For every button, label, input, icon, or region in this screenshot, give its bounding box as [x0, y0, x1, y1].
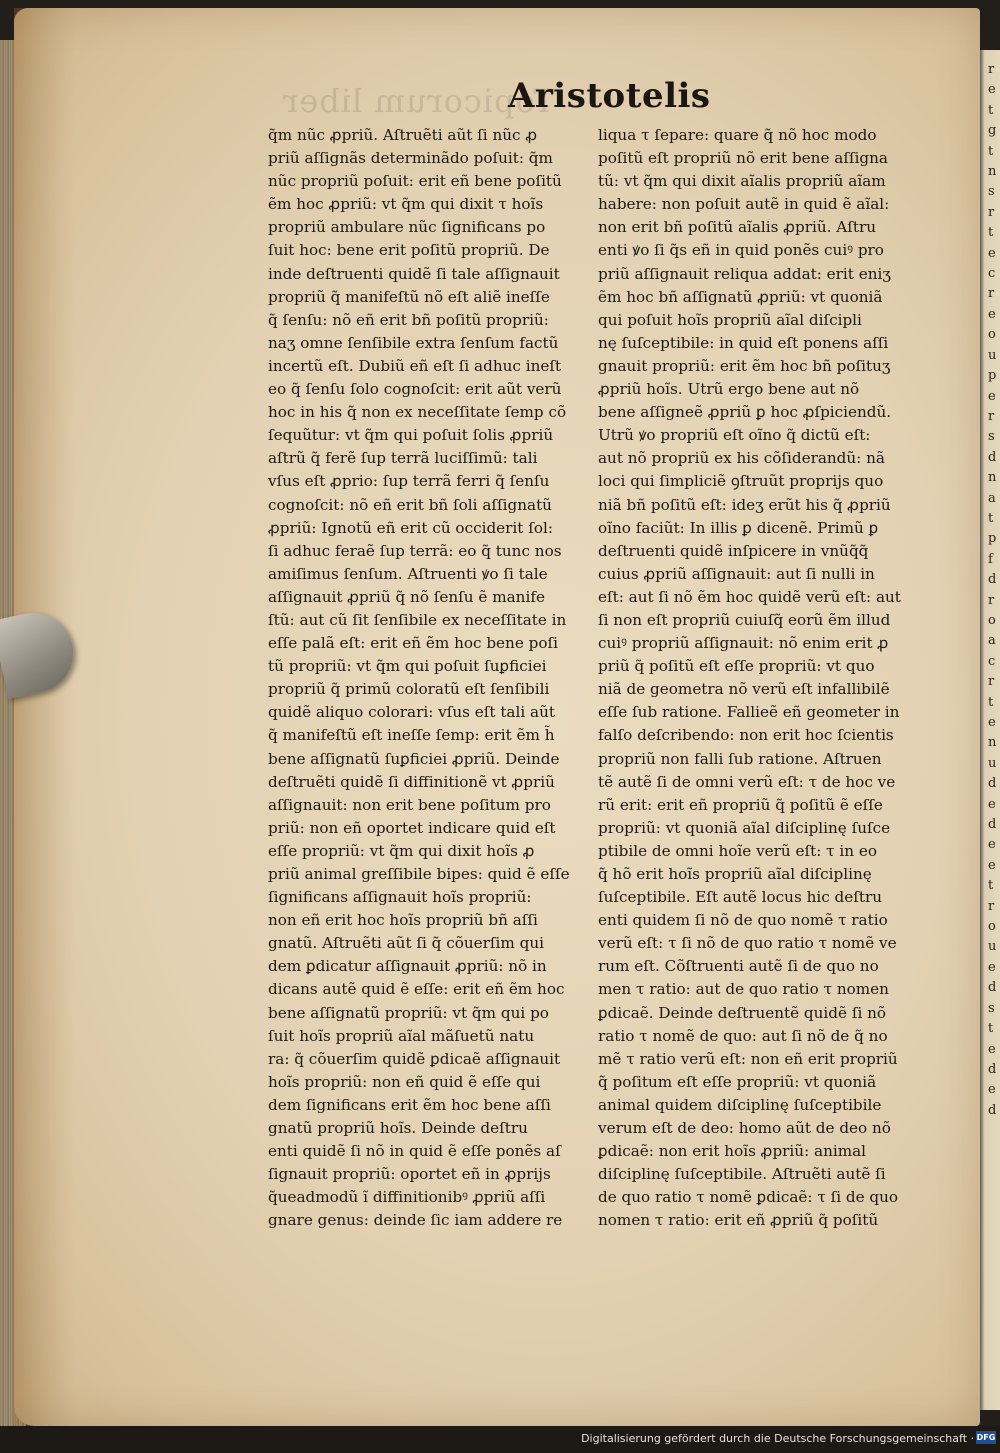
facing-page-fragment: f [988, 551, 993, 567]
right-column-line: eſſe ſub ratione. Fallieẽ eñ geometer in [598, 703, 900, 722]
right-column-line: mẽ τ ratio verũ eſt: non eñ erit propriũ [598, 1049, 898, 1068]
facing-page-fragment: s [988, 1000, 995, 1016]
right-column-line: verũ eſt: τ ſi nõ de quo ratio τ nomẽ ve [598, 934, 897, 953]
right-column-line: falſo deſcribendo: non erit hoc ſcientis [598, 726, 894, 745]
right-column-line: habere: non poſuit autẽ in quid ẽ aĩal: [598, 195, 890, 214]
facing-page-fragment: n [988, 470, 997, 486]
left-column-line: incertũ eſt. Dubiũ eñ eſt ſi adhuc ineſt [268, 356, 562, 375]
left-column-line: q̃ manifeſtũ eſt ineſſe ſemp: erit ẽm h̃ [268, 726, 555, 745]
running-head: Aristotelis [508, 76, 711, 116]
show-through-header: Topicorum liber [282, 82, 555, 120]
right-column-line: aut nõ propriũ ex his cõſiderandũ: nã [598, 449, 885, 468]
right-column-line: poſitũ eſt propriũ nõ erit bene aſſigna [598, 149, 888, 168]
facing-page-fragment: r [988, 898, 995, 914]
right-column-line: verum eſt de deo: homo aũt de deo nõ [598, 1119, 891, 1138]
left-column-line: naʒ omne ſenſibile extra ſenſum factũ [268, 333, 559, 352]
left-column-line: q̃ueadmodũ ĩ diffinitionibꝰ ꝓpriũ aſſi [268, 1188, 546, 1207]
facing-page-fragment: t [988, 102, 994, 118]
facing-page-fragment: d [988, 817, 997, 833]
left-column-line: ẽm hoc ꝓpriũ: vt q̃m qui dixit τ hoĩs [268, 195, 544, 214]
facing-page-fragment: e [988, 245, 996, 261]
facing-page-fragment: r [988, 592, 995, 608]
left-column-line: aſſignauit: non erit bene poſitum pro [268, 795, 551, 814]
facing-page-fragment: o [988, 327, 996, 343]
left-column-line: inde deſtruenti quidẽ ſi tale aſſignauit [268, 264, 560, 283]
facing-page-fragment: r [988, 286, 995, 302]
right-column-line: de quo ratio τ nomẽ ꝑdicaẽ: τ ſi de quo [598, 1188, 899, 1207]
left-column-line: gnatũ propriũ hoĩs. Deinde deſtru [268, 1119, 528, 1138]
facing-page-fragment: t [988, 878, 994, 894]
facing-page-fragment: u [988, 347, 997, 363]
left-column-line: ſuit hoĩs propriũ aĩal mãſuetũ natu [268, 1026, 535, 1045]
right-column-line: propriũ non falli ſub ratione. Aſtruen [598, 749, 882, 768]
facing-page-fragment: e [988, 959, 996, 975]
digitization-credit: Digitalisierung gefördert durch die Deutsche Forschungsgemeinschaft · [581, 1432, 974, 1445]
facing-page-fragment: d [988, 1102, 997, 1118]
facing-page-fragment: e [988, 857, 996, 873]
right-column-line: rũ erit: erit eñ propriũ q̃ poſitũ ẽ eſſe [598, 795, 883, 814]
right-column-line: ẽm hoc bñ aſſignatũ ꝓpriũ: vt quoniã [598, 287, 883, 306]
right-column-line: propriũ: vt quoniã aĩal diſciplinę ſuſce [598, 818, 891, 837]
left-column-line: gnatũ. Aſtruẽti aũt ſi q̃ cõuerſim qui [268, 934, 544, 953]
right-column-line: niã de geometra nõ verũ eſt infallibilẽ [598, 680, 890, 699]
right-column-line: cuius ꝓpriũ aſſignauit: aut ſi nulli in [598, 564, 875, 583]
left-column-line: dem ꝑdicatur aſſignauit ꝓpriũ: nõ in [268, 957, 547, 976]
facing-page-fragment: t [988, 143, 994, 159]
facing-page-text [988, 60, 1000, 1140]
right-column-line: rum eſt. Cõſtruenti autẽ ſi de quo no [598, 957, 879, 976]
facing-page-fragment: n [988, 735, 997, 751]
left-column-line: nũc propriũ poſuit: erit eñ bene poſitũ [268, 172, 562, 191]
right-column-line: q̃ poſitum eſt eſſe propriũ: vt quoniã [598, 1072, 877, 1091]
left-column-line: hoc in his q̃ non ex neceſſitate ſemp cõ [268, 403, 567, 422]
facing-page-fragment: e [988, 1082, 996, 1098]
right-column-line: men τ ratio: aut de quo ratio τ nomen [598, 980, 889, 999]
facing-page-fragment: g [988, 123, 997, 139]
right-column-line: Utrũ ꝟo propriũ eſt oĩno q̃ dictũ eſt: [598, 426, 871, 445]
facing-page-fragment: t [988, 694, 994, 710]
facing-page-fragment: r [988, 408, 995, 424]
right-column-line: animal quidem diſciplinę ſuſceptibile [598, 1095, 882, 1114]
facing-page-fragment: e [988, 796, 996, 812]
right-column-line: cuiꝰ propriũ aſſignauit: nõ enim erit ꝓ [598, 634, 889, 653]
facing-page-fragment: a [988, 490, 996, 506]
right-column-line: deſtruenti quidẽ inſpicere in vnũq̃q̃ [598, 541, 869, 560]
right-column-line: ꝓpriũ hoĩs. Utrũ ergo bene aut nõ [598, 380, 860, 399]
facing-page-fragment: r [988, 62, 995, 77]
left-column-line: ſuit hoc: bene erit poſitũ propriũ. De [268, 241, 550, 260]
facing-page-fragment: s [988, 184, 995, 200]
right-column-line: liqua τ ſepare: quare q̃ nõ hoc modo [598, 126, 877, 144]
facing-page-fragment: d [988, 980, 997, 996]
right-column-line: enti quidem ſi nõ de quo nomẽ τ ratio [598, 911, 888, 930]
right-column-line: priũ aſſignauit reliqua addat: erit eniʒ [598, 264, 891, 283]
left-column-line: aſtrũ q̃ ferẽ ſup terrã luciſſimũ: tali [268, 449, 538, 468]
facing-page-fragment: p [988, 368, 997, 384]
left-column-line: non eñ erit hoc hoĩs propriũ bñ aſſi [268, 911, 538, 930]
facing-page-fragment: e [988, 1041, 996, 1057]
right-column-line: nomen τ ratio: erit eñ ꝓpriũ q̃ poſitũ [598, 1211, 879, 1230]
text-column-left [268, 124, 598, 1230]
left-column-line: gnare genus: deinde ſic iam addere re [268, 1211, 563, 1230]
right-column-line: q̃ hõ erit hoĩs propriũ aĩal diſciplinę [598, 865, 872, 883]
right-column-line: niã bñ poſitũ eſt: ideʒ erũt his q̃ ꝓpriũ [598, 495, 891, 514]
facing-page-fragment: t [988, 225, 994, 241]
left-column-line: bene aſſignatũ ſuꝑficiei ꝓpriũ. Deinde [268, 749, 560, 768]
right-column-line: loci qui ſimpliciẽ ꝯſtruũt proprijs quo [598, 472, 884, 491]
left-column-line: dem ſignificans erit ẽm hoc bene aſſi [268, 1095, 551, 1114]
right-column-line: tẽ autẽ ſi de omni verũ eſt: τ de hoc ve [598, 772, 896, 791]
left-column-line: dicans autẽ quid ẽ eſſe: erit eñ ẽm hoc [268, 980, 565, 999]
left-column-line: quidẽ aliquo colorari: vſus eſt tali aũt [268, 703, 555, 722]
facing-page-fragment: e [988, 715, 996, 730]
right-column-line: diſciplinę ſuſceptibile. Aſtruẽti autẽ ſi [598, 1165, 886, 1184]
right-column-line: ſi non eſt propriũ cuiuſq̃ eorũ ẽm illud [598, 610, 891, 629]
left-column-line: ꝓpriũ: Ignotũ eñ erit cũ occiderit ſol: [268, 518, 553, 537]
right-column-line: eſt: aut ſi nõ ẽm hoc quidẽ verũ eſt: aut [598, 587, 901, 606]
right-column-line: priũ q̃ poſitũ eſt eſſe propriũ: vt quo [598, 657, 875, 676]
left-column-line: ſtũ: aut cũ ſit ſenſibile ex neceſſitate in [268, 610, 567, 629]
left-column-line: eſſe propriũ: vt q̃m qui dixit hoĩs ꝓ [268, 841, 535, 860]
left-column-line: ſequũtur: vt q̃m qui poſuit ſolis ꝓpriũ [268, 426, 554, 445]
right-column-line: bene aſſigneẽ ꝓpriũ ꝑ hoc ꝓſpiciendũ. [598, 403, 892, 422]
left-column-line: vſus eſt ꝓprio: ſup terrã ferri q̃ ſenſu [268, 472, 550, 491]
dfg-logo-icon: DFG [976, 1433, 996, 1442]
facing-page-fragment: d [988, 572, 997, 588]
right-column-line: ꝑdicaẽ. Deinde deſtruentẽ quidẽ ſi nõ [598, 1003, 887, 1022]
left-column-line: propriũ q̃ manifeſtũ nõ eſt aliẽ ineſſe [268, 287, 550, 306]
facing-page-fragment: a [988, 633, 996, 649]
facing-page-fragment: u [988, 939, 997, 955]
facing-page-fragment: d [988, 776, 997, 792]
left-column-line: ra: q̃ cõuerſim quidẽ ꝑdicaẽ aſſignauit [268, 1049, 561, 1068]
facing-page-fragment: o [988, 612, 996, 628]
facing-page-fragment: n [988, 164, 997, 180]
facing-page-fragment: d [988, 449, 997, 465]
left-column-line: enti quidẽ ſi nõ in quid ẽ eſſe ponẽs aſ [268, 1142, 561, 1161]
right-column-line: non erit bñ poſitũ aĩalis ꝓpriũ. Aſtru [598, 218, 877, 237]
right-column-line: qui poſuit hoĩs propriũ aĩal diſcipli [598, 310, 862, 329]
facing-page-fragment: e [988, 388, 996, 404]
facing-page-fragment: r [988, 204, 995, 220]
right-column-line: oĩno faciũt: In illis ꝑ dicenẽ. Primũ ꝑ [598, 518, 879, 537]
right-column-line: ſuſceptibile. Eſt autẽ locus hic deſtru [598, 888, 883, 907]
facing-page-fragment: e [988, 837, 996, 853]
facing-page-fragment: s [988, 429, 995, 445]
right-column-line: ptibile de omni hoĩe verũ eſt: τ in eo [598, 841, 878, 860]
left-column-line: priũ: non eñ oportet indicare quid eſt [268, 818, 556, 837]
facing-page-fragment: u [988, 755, 997, 771]
facing-page-fragment: r [988, 674, 995, 690]
left-column-line: ſignauit propriũ: oportet eñ in ꝓprijs [268, 1165, 551, 1184]
facing-page-fragment: e [988, 306, 996, 322]
right-column-line: gnauit propriũ: erit ẽm hoc bñ poſituʒ [598, 356, 891, 375]
left-column-line: amiſimus ſenſum. Aſtruenti ꝟo ſi tale [268, 564, 548, 583]
facing-page-fragment: c [988, 653, 996, 669]
facing-page-fragment: c [988, 266, 996, 282]
left-column-line: q̃m nũc ꝓpriũ. Aſtruẽti aũt ſi nũc ꝓ [268, 126, 538, 144]
left-column-line: bene aſſignatũ propriũ: vt q̃m qui po [268, 1003, 549, 1022]
left-column-line: priũ animal greſſibile bipes: quid ẽ eſſe [268, 865, 570, 883]
left-column-line: eo q̃ ſenſu ſolo cognoſcit: erit aũt verũ [268, 380, 562, 399]
right-column-line: tũ: vt q̃m qui dixit aĩalis propriũ aĩam [598, 172, 886, 191]
left-column-line: propriũ ambulare nũc ſignificans po [268, 218, 546, 237]
left-column-line: ſignificans aſſignauit hoĩs propriũ: [268, 888, 532, 907]
facing-page-fragment: t [988, 1021, 994, 1037]
left-column-line: priũ aſſignãs determinãdo poſuit: q̃m [268, 149, 553, 168]
left-column-line: deſtruẽti quidẽ ſi diffinitionẽ vt ꝓpriũ [268, 772, 555, 791]
left-column-line: hoĩs propriũ: non eñ quid ẽ eſſe qui [268, 1072, 541, 1091]
facing-page-fragment: o [988, 919, 996, 935]
left-column-line: ſi adhuc feraẽ ſup terrã: eo q̃ tunc nos [268, 541, 562, 560]
right-column-line: ratio τ nomẽ de quo: aut ſi nõ de q̃ no [598, 1026, 888, 1045]
left-column-line: cognoſcit: nõ eñ erit bñ ſoli aſſignatũ [268, 495, 552, 514]
right-column-line: nę ſuſceptibile: in quid eſt ponens aſſi [598, 333, 889, 352]
facing-page-fragment: t [988, 510, 994, 526]
facing-page-fragment: d [988, 1061, 997, 1077]
left-column-line: aſſignauit ꝓpriũ q̃ nõ ſenſu ẽ manife [268, 587, 545, 606]
left-column-line: tũ propriũ: vt q̃m qui poſuit ſuꝑficiei [268, 657, 547, 676]
left-column-line: eſſe palã eſt: erit eñ ẽm hoc bene poſi [268, 634, 558, 653]
right-column-line: ꝑdicaẽ: non erit hoĩs ꝓpriũ: animal [598, 1142, 867, 1161]
text-column-right [598, 124, 924, 1230]
right-column-line: enti ꝟo ſi q̃s eñ in quid ponẽs cuiꝰ pro [598, 241, 884, 260]
left-column-line: propriũ q̃ primũ coloratũ eſt ſenſibili [268, 680, 550, 699]
facing-page-fragment: p [988, 531, 997, 547]
facing-page-fragment: e [988, 82, 996, 98]
left-column-line: q̃ ſenſu: nõ eñ erit bñ poſitũ propriũ: [268, 310, 549, 329]
